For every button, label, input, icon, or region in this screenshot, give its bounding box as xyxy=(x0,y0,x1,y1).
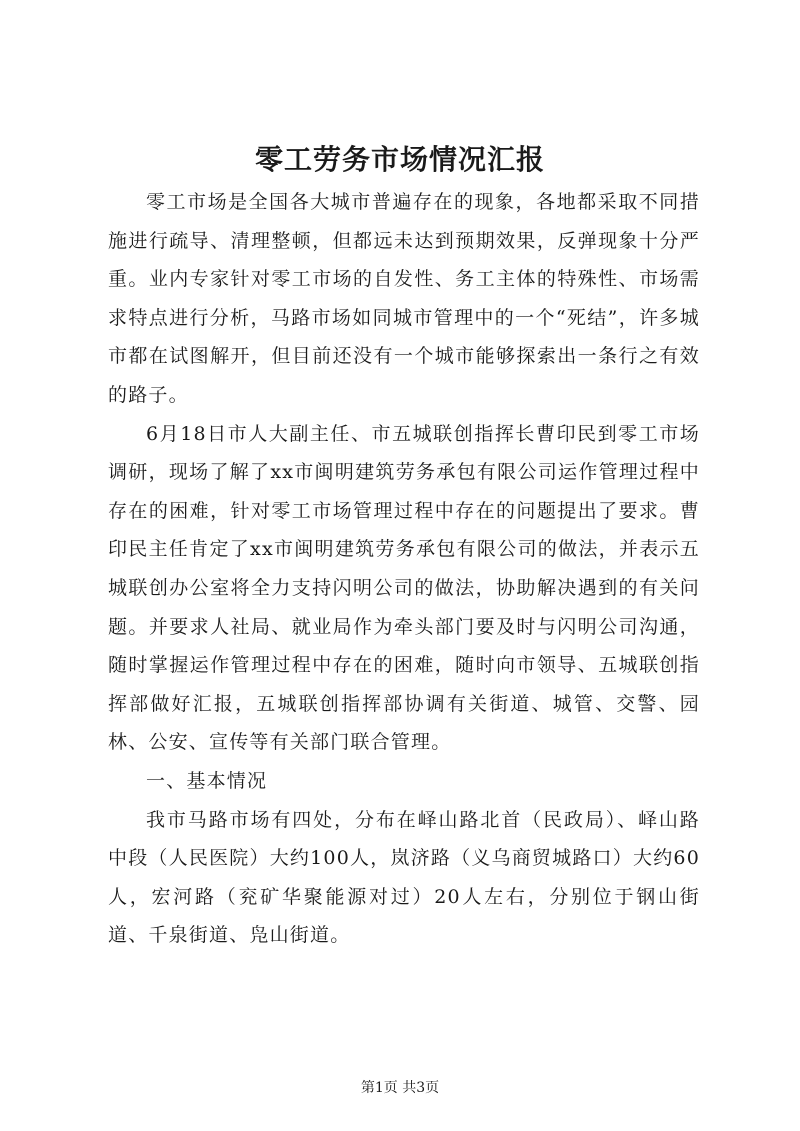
page-number-footer: 第1页 共3页 xyxy=(360,1080,440,1096)
paragraph-intro: 零工市场是全国各大城市普遍存在的现象，各地都采取不同措施进行疏导、清理整顿，但都远未达到预期效果，反弹现象十分严重。业内专家针对零工市场的自发性、务工主体的特殊性、市场需求特点进行分析，马路市场如同城市管理中的一个“死结”，许多城市都在试图解开，但目前还没有一个城市能够探索出一条行之有效的路子。 xyxy=(108,191,700,406)
paragraph-market-locations: 我市马路市场有四处，分布在峄山路北首（民政局）、峄山路中段（人民医院）大约100人，岚济路（义乌商贸城路口）大约60人，宏河路（兖矿华聚能源对过）20人左右，分别位于钢山街道、千泉街道、凫山街道。 xyxy=(108,808,700,947)
document-body xyxy=(108,183,700,955)
section-heading-basic-situation: 一、基本情况 xyxy=(146,769,268,792)
document-title: 零工劳务市场情况汇报 xyxy=(254,143,545,176)
paragraph-inspection: 6月18日市人大副主任、市五城联创指挥长曹印民到零工市场调研，现场了解了xx市闽明建筑劳务承包有限公司运作管理过程中存在的困难，针对零工市场管理过程中存在的问题提出了要求。曹印民主任肯定了xx市闽明建筑劳务承包有限公司的做法，并表示五城联创办公室将全力支持闪明公司的做法，协助解决遇到的有关问题。并要求人社局、就业局作为牵头部门要及时与闪明公司沟通，随时掌握运作管理过程中存在的困难，随时向市领导、五城联创指挥部做好汇报，五城联创指挥部协调有关街道、城管、交警、园林、公安、宣传等有关部门联合管理。 xyxy=(108,422,700,754)
